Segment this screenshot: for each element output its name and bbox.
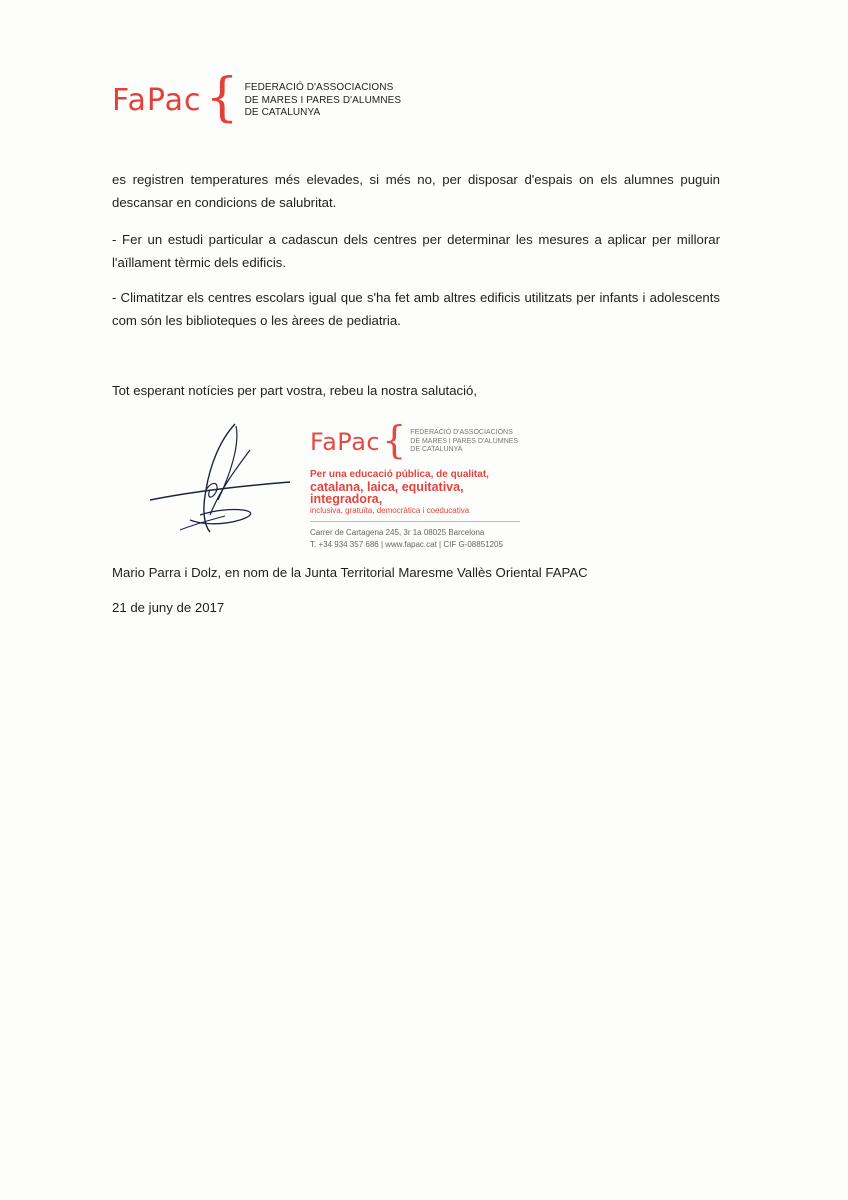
organization-name [245,82,402,120]
paragraph-air-conditioning: - Climatitzar els centres escolars igual que s'ha fet amb altres edificis utilitzats per infants i adolescents com són les biblioteques o les àrees de pediatria. [112,290,720,328]
stamp-header [310,418,550,462]
handwritten-signature [140,420,310,540]
stamp-motto [310,469,530,517]
stamp-divider [310,521,520,522]
stamp-motto-line-3: inclusiva, gratuïta, democràtica i coeducativa [310,506,470,515]
org-line-3: DE CATALUNYA [244,107,321,119]
fapac-stamp [310,418,550,550]
stamp-contact: T. +34 934 357 686 | www.fapac.cat | CIF G-08851205 [310,540,503,549]
stamp-motto-line-1: Per una educació pública, de qualitat, [310,469,489,480]
closing-salutation: Tot esperant notícies per part vostra, rebeu la nostra salutació, [112,383,478,398]
org-line-1: FEDERACIÓ D'ASSOCIACIONS [244,82,394,94]
paragraph-salubrity: es registren temperatures més elevades, si més no, per disposar d'espais on els alumnes puguin descansar en condicions de salubritat. [112,172,720,210]
signer-name: Mario Parra i Dolz, en nom de la Junta Territorial Maresme Vallès Oriental FAPAC [112,565,588,580]
stamp-org-line-3: DE CATALUNYA [410,446,463,454]
stamp-motto-line-2: catalana, laica, equitativa, integradora, [310,480,464,506]
stamp-wordmark: FaPac [310,428,381,456]
stamp-organization-name [410,429,518,455]
fapac-logo [112,68,402,128]
stamp-address: Carrer de Cartagena 245, 3r 1a 08025 Barcelona [310,528,485,537]
logo-wordmark: FaPac [112,83,202,118]
letter-date: 21 de juny de 2017 [112,600,225,615]
stamp-org-line-1: FEDERACIÓ D'ASSOCIACIONS [410,429,513,437]
logo-brace: { [205,68,239,128]
paragraph-thermal-study: - Fer un estudi particular a cadascun dels centres per determinar les mesures a aplicar per millorar l'aïllament tèrmic dels edificis. [112,232,720,270]
stamp-org-line-2: DE MARES I PARES D'ALUMNES [410,437,519,445]
stamp-brace: { [382,418,407,462]
org-line-2: DE MARES I PARES D'ALUMNES [244,94,402,106]
